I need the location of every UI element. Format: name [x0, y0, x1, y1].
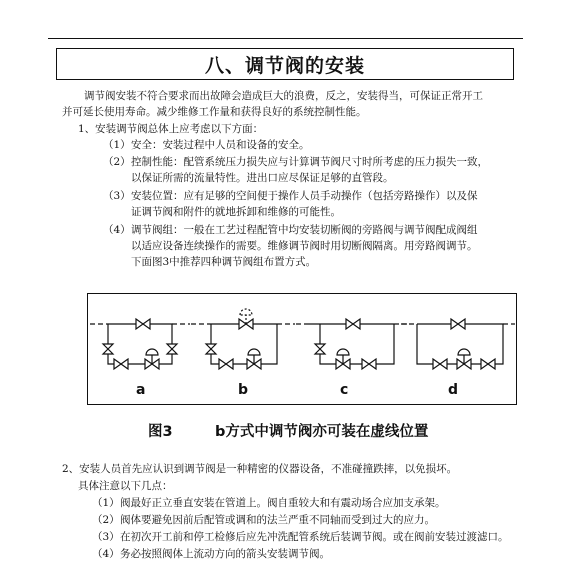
- block-valve-icon: [114, 359, 128, 369]
- section-title: 八、调节阀的安装: [204, 54, 365, 77]
- point2-item-2-text: 阀体要避免因前后配管或调和的法兰严重不同轴而受到过大的应力。: [120, 514, 435, 526]
- arrangement-b: [191, 309, 295, 369]
- point1-heading: 1、安装调节阀总体上应考虑以下方面：: [78, 123, 264, 135]
- point1-item-1-num: （1）: [103, 139, 131, 151]
- point2-item-3-num: （3）: [92, 531, 120, 543]
- arrangement-c: [296, 319, 408, 369]
- point2-item-1-text: 阀最好正立垂直安装在管道上。阀自重较大和有震动场合应加支承架。: [120, 497, 446, 509]
- label-c: c: [340, 382, 349, 398]
- point1-item-3-num: （3）: [103, 190, 131, 202]
- intro-line-1: 调节阀安装不符合要求而出故障会造成巨大的浪费，反之，安装得当，可保证正常开工: [84, 90, 483, 102]
- point1-item-3-line-1: 安装位置：应有足够的空间便于操作人员手动操作（包括旁路操作）以及保: [131, 190, 478, 202]
- figure-3-valve-arrangements: [87, 293, 517, 405]
- point1-item-4-line-3: 下面图3中推荐四种调节阀组布置方式。: [131, 256, 317, 268]
- bypass-valve-icon: [136, 319, 150, 329]
- label-a: a: [136, 382, 146, 398]
- label-d: d: [448, 382, 459, 398]
- block-valve-icon: [315, 344, 325, 354]
- valve-diagram: [88, 294, 518, 406]
- point2-item-1-num: （1）: [92, 497, 120, 509]
- block-valve-icon: [103, 344, 113, 354]
- label-b: b: [238, 382, 249, 398]
- section-title-box: [56, 48, 514, 80]
- block-valve-icon: [219, 359, 233, 369]
- point2-heading: 2、安装人员首先应认识到调节阀是一种精密的仪器设备，不准碰撞跌摔，以免损坏。: [62, 463, 458, 475]
- point1-item-2-line-1: 控制性能：配管系统压力损失应与计算调节阀尺寸时所考虑的压力损失一致，: [131, 156, 488, 168]
- block-valve-icon: [433, 359, 447, 369]
- block-valve-icon: [167, 344, 177, 354]
- point1-item-4-line-1: 调节阀组：一般在工艺过程配管中均安装切断阀的旁路阀与调节阀配成阀组: [131, 224, 478, 236]
- point1-item-3-line-2: 证调节阀和附件的就地拆卸和维修的可能性。: [131, 206, 341, 218]
- alt-control-valve-icon: [240, 309, 252, 315]
- point2-subheading: 具体注意以下几点：: [78, 480, 173, 492]
- block-valve-icon: [481, 359, 495, 369]
- point2-item-4-text: 务必按照阀体上流动方向的箭头安装调节阀。: [120, 548, 330, 560]
- point2-item-4-num: （4）: [92, 548, 120, 560]
- bypass-valve-icon: [346, 319, 360, 329]
- block-valve-icon: [362, 359, 376, 369]
- bypass-valve-icon: [451, 319, 465, 329]
- figure-caption-text: b方式中调节阀亦可装在虚线位置: [215, 424, 429, 440]
- header-rule: [48, 38, 523, 39]
- point1-item-2-line-2: 以保证所需的流量特性。进出口应尽保证足够的直管段。: [131, 172, 394, 184]
- arrangement-d: [401, 319, 515, 369]
- point1-item-2-num: （2）: [103, 156, 131, 168]
- intro-line-2: 并可延长使用寿命。减少维修工作量和获得良好的系统控制性能。: [62, 106, 367, 118]
- point1-item-4-num: （4）: [103, 224, 131, 236]
- point2-item-2-num: （2）: [92, 514, 120, 526]
- point2-item-3-text: 在初次开工前和停工检修后应先冲洗配管系统后装调节阀。或在阀前安装过渡滤口。: [120, 531, 509, 543]
- point1-item-4-line-2: 以适应设备连续操作的需要。维修调节阀时用切断阀隔离。用旁路阀调节。: [131, 240, 478, 252]
- figure-caption-number: 图3: [148, 424, 173, 440]
- point1-item-1-line-1: 安全：安装过程中人员和设备的安全。: [131, 139, 310, 151]
- arrangement-a: [90, 319, 190, 369]
- block-valve-icon: [206, 344, 216, 354]
